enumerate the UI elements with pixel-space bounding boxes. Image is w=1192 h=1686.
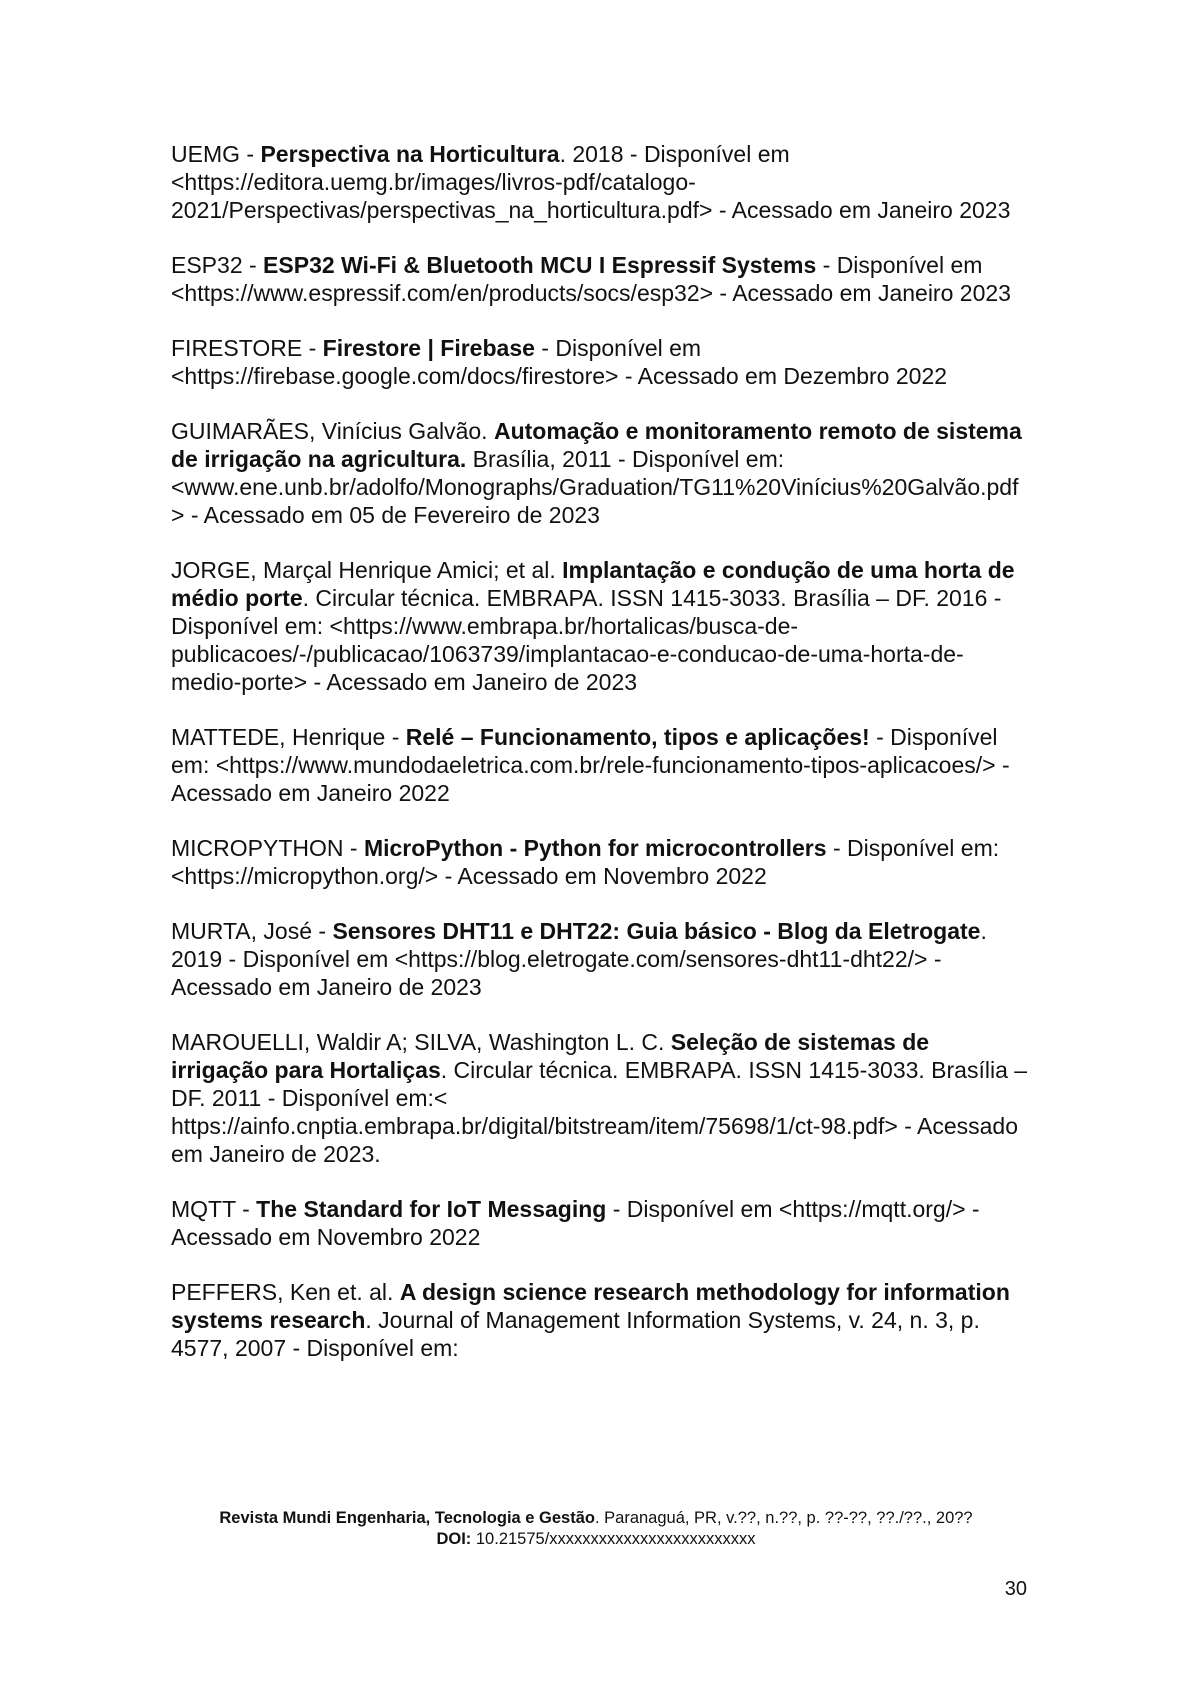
reference-entry [171,723,1031,807]
ref-title: Sensores DHT11 e DHT22: Guia básico - Blog da Eletrogate [332,918,981,944]
ref-details: - Disponível em: <https://micropython.org/> - Acessado em Novembro 2022 [171,835,1000,889]
reference-entry [171,834,1031,890]
reference-entry [171,1195,1031,1251]
ref-author: GUIMARÃES, Vinícius Galvão. [171,418,494,444]
ref-title: Firestore | Firebase [322,335,535,361]
footer-doi [100,1529,1092,1550]
ref-title: Seleção de sistemas de irrigação para Hortaliças [171,1029,930,1083]
ref-title: A design science research methodology for information systems research [171,1279,1010,1333]
journal-name: Revista Mundi Engenharia, Tecnologia e Gestão [219,1509,595,1527]
ref-title: The Standard for IoT Messaging [256,1196,607,1222]
ref-title: Implantação e condução de uma horta de médio porte [171,557,1015,611]
reference-entry [171,251,1031,307]
ref-details: . 2018 - Disponível em <https://editora.uemg.br/images/livros-pdf/catalogo-2021/Perspectivas/perspectivas_na_horticultura.pdf> - Acessado em Janeiro 2023 [171,141,1011,223]
page-number: 30 [1004,1578,1027,1600]
ref-details: Brasília, 2011 - Disponível em: <www.ene.unb.br/adolfo/Monographs/Graduation/TG11%20Vinícius%20Galvão.pdf> - Acessado em 05 de Fevereiro de 2023 [171,446,1019,528]
reference-entry [171,417,1031,529]
reference-entry [171,556,1031,696]
ref-details: - Disponível em <https://firebase.google.com/docs/firestore> - Acessado em Dezembro 2022 [171,335,948,389]
ref-author: JORGE, Marçal Henrique Amici; et al. [171,557,563,583]
ref-details: . 2019 - Disponível em <https://blog.eletrogate.com/sensores-dht11-dht22/> - Acessado em Janeiro de 2023 [171,918,987,1000]
journal-details: . Paranaguá, PR, v.??, n.??, p. ??-??, ??./??., 20?? [594,1509,973,1527]
doi-value: 10.21575/xxxxxxxxxxxxxxxxxxxxxxxxx [471,1530,756,1548]
ref-title: ESP32 Wi-Fi & Bluetooth MCU I Espressif Systems [263,252,817,278]
ref-author: MICROPYTHON - [171,835,364,861]
reference-entry [171,1028,1031,1168]
ref-title: MicroPython - Python for microcontrollers [363,835,827,861]
ref-author: ESP32 - [171,252,264,278]
page-footer [100,1508,1092,1550]
reference-list [171,140,1031,1389]
ref-author: MURTA, José - [171,918,333,944]
ref-author: UEMG - [171,141,261,167]
ref-details: - Disponível em: <https://www.mundodaeletrica.com.br/rele-funcionamento-tipos-aplicacoes/> - Acessado em Janeiro 2022 [171,724,1010,806]
ref-title: Relé – Funcionamento, tipos e aplicações! [405,724,870,750]
ref-author: MQTT - [171,1196,257,1222]
footer-citation [100,1508,1092,1529]
ref-details: . Circular técnica. EMBRAPA. ISSN 1415-3033. Brasília – DF. 2016 - Disponível em: <https://www.embrapa.br/hortalicas/busca-de-publicacoes/-/publicacao/1063739/implantacao-e-conducao-de-uma-horta-de-medio-porte> - Acessado em Janeiro de 2023 [171,585,1002,695]
reference-entry [171,917,1031,1001]
doi-label: DOI: [436,1530,472,1548]
ref-author: MAROUELLI, Waldir A; SILVA, Washington L. C. [171,1029,671,1055]
ref-details: . Journal of Management Information Systems, v. 24, n. 3, p. 4577, 2007 - Disponível em: [171,1307,980,1361]
ref-title: Automação e monitoramento remoto de sistema de irrigação na agricultura. [171,418,1022,472]
ref-details: . Circular técnica. EMBRAPA. ISSN 1415-3033. Brasília – DF. 2011 - Disponível em:< https://ainfo.cnptia.embrapa.br/digital/bitstream/item/75698/1/ct-98.pdf> - Acessado em Janeiro de 2023. [171,1057,1028,1167]
ref-author: FIRESTORE - [171,335,323,361]
ref-details: - Disponível em <https://www.espressif.com/en/products/socs/esp32> - Acessado em Janeiro 2023 [171,252,1011,306]
reference-entry [171,334,1031,390]
ref-author: MATTEDE, Henrique - [171,724,406,750]
reference-entry [171,140,1031,224]
ref-title: Perspectiva na Horticultura [260,141,560,167]
ref-details: - Disponível em <https://mqtt.org/> - Acessado em Novembro 2022 [171,1196,980,1250]
reference-entry [171,1278,1031,1362]
ref-author: PEFFERS, Ken et. al. [171,1279,400,1305]
